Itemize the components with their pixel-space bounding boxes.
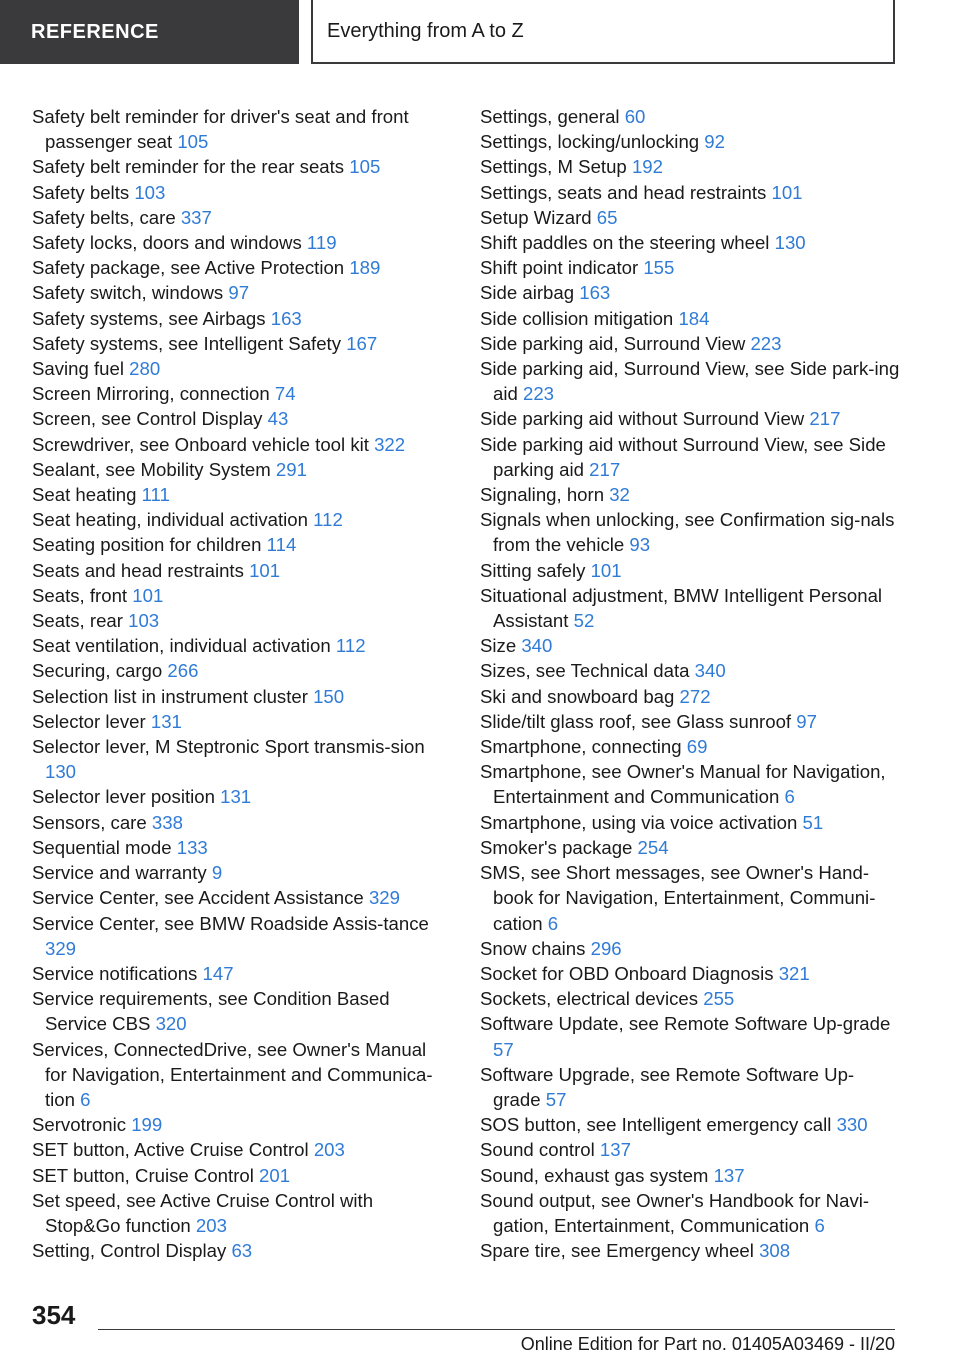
index-entry-text: Shift point indicator [480,257,639,279]
page-reference-link[interactable]: 337 [180,206,212,228]
index-entry-text: Ski and snowboard bag [480,685,675,707]
index-entry [480,1112,900,1137]
index-entry-text: Signaling, horn [480,484,605,506]
index-entry-text: Safety belts [32,181,130,203]
page-reference-link[interactable]: 101 [771,181,803,203]
index-entry [32,230,452,255]
index-entry [480,104,900,129]
page-reference-link[interactable]: 192 [631,156,663,178]
index-entry-text: Servotronic [32,1114,127,1136]
index-entry-text: Snow chains [480,937,586,959]
page-reference-link[interactable]: 340 [521,635,553,657]
index-entry-text: Set speed, see Active Cruise Control with Stop&Go function [32,1189,374,1236]
index-entry-text: Sound, exhaust gas system [480,1164,709,1186]
index-entry-text: Saving fuel [32,358,124,380]
index-entry [480,860,900,936]
index-entry [32,532,452,557]
page-reference-link[interactable]: 255 [703,988,735,1010]
page-reference-link[interactable]: 217 [589,458,621,480]
index-entry [480,280,900,305]
index-entry-text: Smartphone, connecting [480,736,682,758]
page-reference-link[interactable]: 6 [784,786,795,808]
index-entry [480,154,900,179]
index-entry-text: Safety package, see Active Protection [32,257,345,279]
index-entry [32,306,452,331]
index-entry-text: Side parking aid without Surround View [480,408,805,430]
page-reference-link[interactable]: 155 [643,257,675,279]
index-entry-text: SET button, Active Cruise Control [32,1139,309,1161]
index-entry [32,658,452,683]
index-entry [480,205,900,230]
index-entry [480,759,900,809]
index-entry [480,810,900,835]
index-entry-text: Service Center, see Accident Assistance [32,887,364,909]
index-entry-text: Screwdriver, see Onboard vehicle tool kit [32,433,369,455]
index-entry-text: Seat heating, individual activation [32,509,308,531]
page-reference-link[interactable]: 201 [259,1164,291,1186]
page-reference-link[interactable]: 92 [704,131,725,153]
page-reference-link[interactable]: 57 [493,1038,514,1060]
page-reference-link[interactable]: 296 [590,937,622,959]
page-reference-link[interactable]: 329 [368,887,400,909]
index-entry [32,810,452,835]
index-entry [32,1238,452,1263]
index-entry [32,734,452,784]
index-entry [480,961,900,986]
page-reference-link[interactable]: 167 [346,332,378,354]
index-entry [480,633,900,658]
page-reference-link[interactable]: 101 [132,584,164,606]
index-entry [32,608,452,633]
index-entry-text: Safety belts, care [32,206,176,228]
index-entry-text: SET button, Cruise Control [32,1164,254,1186]
index-entry-text: Sound output, see Owner's Handbook for Navi-gation, Entertainment, Communication [480,1189,870,1236]
page-reference-link[interactable]: 105 [349,156,381,178]
index-entry-text: Setting, Control Display [32,1240,227,1262]
index-entry-text: Settings, locking/unlocking [480,131,700,153]
index-entry-text: Service and warranty [32,862,207,884]
page-reference-link[interactable]: 97 [796,710,817,732]
index-entry [480,986,900,1011]
index-entry-text: Safety switch, windows [32,282,224,304]
page-reference-link[interactable]: 330 [836,1114,868,1136]
index-entry [32,885,452,910]
index-entry [32,684,452,709]
page-reference-link[interactable]: 60 [624,106,646,127]
page-reference-link[interactable]: 321 [778,962,810,984]
index-entry-text: Seats and head restraints [32,559,244,581]
index-entry-text: Safety systems, see Intelligent Safety [32,332,342,354]
page-reference-link[interactable]: 43 [267,408,289,430]
index-entry-text: Safety systems, see Airbags [32,307,266,329]
index-entry-text: Socket for OBD Onboard Diagnosis [480,962,774,984]
page-reference-link[interactable]: 280 [129,358,161,380]
index-entry-text: Safety belt reminder for driver's seat and front passenger seat [32,106,409,153]
section-label: REFERENCE [31,20,159,43]
index-entry [32,457,452,482]
index-entry-text: Sound control [480,1139,595,1161]
index-entry-text: Software Update, see Remote Software Up-grade [480,1013,891,1035]
page-reference-link[interactable]: 101 [590,559,622,581]
index-entry [32,280,452,305]
page-reference-link[interactable]: 112 [335,635,366,657]
page-reference-link[interactable]: 133 [176,836,208,858]
index-entry-text: Smoker's package [480,836,633,858]
index-entry-text: Smartphone, using via voice activation [480,811,798,833]
page-reference-link[interactable]: 131 [150,710,182,732]
index-entry-text: Screen Mirroring, connection [32,383,270,405]
page-reference-link[interactable]: 150 [313,685,345,707]
index-entry-text: Service Center, see BMW Roadside Assis-tance [32,912,429,934]
page-reference-link[interactable]: 119 [306,232,337,254]
index-entry [32,432,452,457]
page-number: 354 [32,1300,76,1330]
index-entry [480,1188,900,1238]
index-entry [32,104,452,154]
index-entry [32,835,452,860]
index-entry [32,583,452,608]
index-entry-text: Seat heating [32,484,137,506]
page-reference-link[interactable]: 32 [609,484,630,506]
page-reference-link[interactable]: 6 [814,1214,825,1236]
index-entry-text: Seat ventilation, individual activation [32,635,331,657]
index-entry [32,406,452,431]
index-entry [32,154,452,179]
index-entry-text: SMS, see Short messages, see Owner's Hand-book for Navigation, Entertainment, Communi-cation [480,862,876,934]
index-entry [32,381,452,406]
index-entry [480,684,900,709]
index-entry [32,961,452,986]
index-entry [480,658,900,683]
index-entry [480,482,900,507]
index-entry-text: Selector lever [32,710,146,732]
index-entry [480,180,900,205]
index-entry-text: Setup Wizard [480,206,592,228]
index-entry [32,482,452,507]
page-reference-link[interactable]: 137 [599,1139,631,1161]
index-entry [32,911,452,961]
index-entry [32,1188,452,1238]
page-reference-link[interactable]: 217 [809,408,841,430]
page-reference-link[interactable]: 74 [274,383,296,405]
page-reference-link[interactable]: 189 [349,257,381,279]
index-entry-text: Side parking aid, Surround View, see Side park-ing aid [480,358,900,405]
index-entry-text: Sizes, see Technical data [480,660,690,682]
index-entry [480,734,900,759]
index-entry [32,356,452,381]
page-reference-link[interactable]: 254 [637,836,669,858]
index-entry-text: Side collision mitigation [480,307,674,329]
index-entry-text: Screen, see Control Display [32,408,263,430]
index-entry [480,432,900,482]
index-entry [32,1163,452,1188]
index-entry-text: Service requirements, see Condition Based Service CBS [32,988,390,1035]
index-entry-text: Smartphone, see Owner's Manual for Navigation, Entertainment and Communication [480,761,886,808]
page-reference-link[interactable]: 340 [694,660,726,682]
index-entry [32,255,452,280]
page-reference-link[interactable]: 199 [131,1114,163,1136]
page-title: Everything from A to Z [327,19,524,42]
index-entry-text: Seating position for children [32,534,262,556]
page-reference-link[interactable]: 163 [579,282,611,304]
index-entry [480,507,900,557]
page-reference-link[interactable]: 130 [774,232,806,254]
page-reference-link[interactable]: 51 [802,811,824,833]
page-reference-link[interactable]: 131 [220,786,252,808]
index-entry [480,306,900,331]
index-entry [480,1062,900,1112]
index-entry [32,1037,452,1113]
page-reference-link[interactable]: 52 [573,610,595,632]
index-entry [480,583,900,633]
index-entry [480,356,900,406]
page-reference-link[interactable]: 101 [249,559,281,581]
page-reference-link[interactable]: 69 [686,736,708,758]
index-entry-text: Seats, rear [32,610,123,632]
index-entry [32,558,452,583]
index-entry-text: Sitting safely [480,559,586,581]
page-reference-link[interactable]: 130 [45,761,77,783]
index-entry-text: Securing, cargo [32,660,163,682]
index-entry-text: Shift paddles on the steering wheel [480,232,770,254]
edition-note: Online Edition for Part no. 01405A03469 - II/20 [520,1334,895,1354]
page-reference-link[interactable]: 103 [134,181,166,203]
index-entry [480,230,900,255]
index-entry [480,255,900,280]
page-reference-link[interactable]: 97 [228,282,250,304]
index-entry [480,936,900,961]
index-entry [480,331,900,356]
page-reference-link[interactable]: 272 [679,685,711,707]
page-reference-link[interactable]: 322 [374,433,406,455]
index-entry [32,205,452,230]
index-entry-text: Side airbag [480,282,575,304]
index-entry-text: Side parking aid, Surround View [480,332,746,354]
index-entry-text: Settings, seats and head restraints [480,181,767,203]
index-entry [480,1238,900,1263]
page-reference-link[interactable]: 6 [80,1088,91,1110]
index-entry-text: Services, ConnectedDrive, see Owner's Manual for Navigation, Entertainment and Communica-tion [32,1038,433,1110]
index-entry-text: Spare tire, see Emergency wheel [480,1240,754,1262]
index-entry-text: Size [480,635,517,657]
index-entry-text: Sequential mode [32,836,172,858]
index-entry-text: SOS button, see Intelligent emergency call [480,1114,832,1136]
page-reference-link[interactable]: 184 [678,307,710,329]
index-entry-text: Sealant, see Mobility System [32,458,271,480]
index-entry [480,1137,900,1162]
footer-divider [98,1329,895,1330]
page-reference-link[interactable]: 137 [713,1164,745,1186]
index-entry [480,1163,900,1188]
page-reference-link[interactable]: 111 [141,484,170,506]
index-entry [32,1137,452,1162]
index-entry [32,709,452,734]
index-entry [480,558,900,583]
index-entry [32,180,452,205]
index-column-left [32,104,452,1263]
index-entry-text: Safety belt reminder for the rear seats [32,156,345,178]
page-reference-link[interactable]: 338 [151,811,183,833]
page-reference-link[interactable]: 291 [275,458,307,480]
index-entry [32,633,452,658]
index-entry-text: Selector lever, M Steptronic Sport transmis-sion [32,736,425,758]
index-entry-text: Sensors, care [32,811,147,833]
page-reference-link[interactable]: 9 [211,862,223,884]
section-tab [0,0,299,64]
page-reference-link[interactable]: 65 [596,206,618,228]
page-reference-link[interactable]: 6 [547,912,559,934]
page-reference-link[interactable]: 203 [195,1214,227,1236]
index-entry [480,1011,900,1061]
index-entry-text: Selector lever position [32,786,215,808]
index-entry-text: Slide/tilt glass roof, see Glass sunroof [480,710,792,732]
index-entry-text: Service notifications [32,962,198,984]
page-reference-link[interactable]: 223 [523,383,555,405]
page-reference-link[interactable]: 329 [45,937,77,959]
index-entry [32,986,452,1036]
page-reference-link[interactable]: 163 [270,307,302,329]
index-entry [32,507,452,532]
index-entry [480,406,900,431]
page-reference-link[interactable]: 105 [177,131,209,153]
index-entry-text: Settings, M Setup [480,156,627,178]
page-reference-link[interactable]: 223 [750,332,782,354]
index-entry-text: Seats, front [32,584,128,606]
index-entry [480,129,900,154]
index-column-right [480,104,900,1263]
page-reference-link[interactable]: 103 [128,610,160,632]
page-reference-link[interactable]: 114 [266,534,297,556]
index-entry-text: Situational adjustment, BMW Intelligent Personal Assistant [480,584,883,632]
page-reference-link[interactable]: 320 [155,1013,187,1035]
index-entry [32,860,452,885]
page-reference-link[interactable]: 112 [313,509,343,531]
index-entry-text: Settings, general [480,106,620,127]
page-reference-link[interactable]: 93 [629,534,651,556]
page-reference-link[interactable]: 308 [759,1240,791,1262]
page-reference-link[interactable]: 147 [202,962,234,984]
page-reference-link[interactable]: 57 [545,1088,567,1110]
index-entry [32,1112,452,1137]
page-reference-link[interactable]: 63 [231,1240,253,1262]
index-entry-text: Signals when unlocking, see Confirmation sig-nals from the vehicle [480,509,895,556]
index-entry [32,784,452,809]
index-entry-text: Sockets, electrical devices [480,988,699,1010]
index-entry [32,331,452,356]
index-entry-text: Safety locks, doors and windows [32,232,302,254]
index-entry-text: Side parking aid without Surround View, see Side parking aid [480,433,886,480]
index-entry-text: Software Upgrade, see Remote Software Up-grade [480,1063,855,1110]
header-title-box [311,0,895,64]
page-reference-link[interactable]: 266 [167,660,199,682]
index-entry [480,709,900,734]
index-entry-text: Selection list in instrument cluster [32,685,308,707]
index-entry [480,835,900,860]
page-reference-link[interactable]: 203 [313,1139,345,1161]
